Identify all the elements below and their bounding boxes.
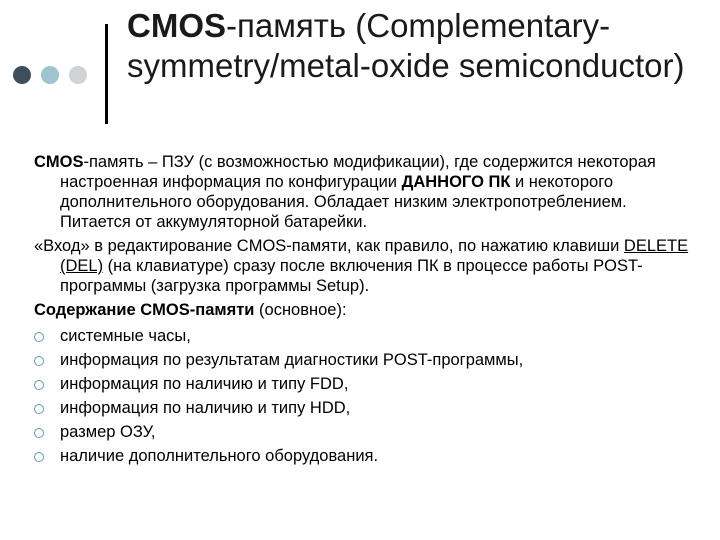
- dark-dot-icon: [13, 66, 31, 84]
- paragraph-entry: [34, 236, 698, 296]
- blue-dot-icon: [41, 66, 59, 84]
- paragraph-contents: [34, 300, 698, 320]
- title-bold: CMOS: [127, 7, 226, 44]
- list-item: [34, 372, 698, 396]
- gray-dot-icon: [69, 66, 87, 84]
- contents-list: [34, 324, 698, 468]
- bullet-circle-icon: [34, 452, 44, 462]
- definition-text-1: -память – ПЗУ (с возможностью модификации), где содержится некоторая настроенная информация по конфигурации: [60, 153, 656, 191]
- list-item-text: информация по результатам диагностики POST-программы,: [60, 351, 524, 369]
- title-divider: [105, 24, 108, 124]
- list-item: [34, 420, 698, 444]
- list-item-text: размер ОЗУ,: [60, 423, 156, 441]
- entry-text-2: (на клавиатуре) сразу после включения ПК в процессе работы POST-программы (загрузка программы Setup).: [60, 257, 643, 295]
- contents-heading: Содержание CMOS-памяти: [34, 301, 255, 319]
- bullet-circle-icon: [34, 380, 44, 390]
- list-item-text: наличие дополнительного оборудования.: [60, 447, 379, 465]
- list-item: [34, 396, 698, 420]
- decorative-dots: [10, 66, 100, 86]
- list-item: [34, 444, 698, 468]
- definition-emphasis: ДАННОГО ПК: [401, 173, 511, 191]
- definition-text-2: и некоторого дополнительного оборудования. Обладает низким электропотреблением. Питается от аккумуляторной батарейки.: [60, 173, 627, 231]
- title-rest: -память (Complementary-symmetry/metal-oxide semiconductor): [127, 7, 685, 84]
- bullet-circle-icon: [34, 332, 44, 342]
- delete-key-label: DELETE (DEL): [60, 237, 689, 275]
- bullet-circle-icon: [34, 404, 44, 414]
- list-item-text: информация по наличию и типу HDD,: [60, 399, 351, 417]
- slide-body: [34, 152, 698, 468]
- cmos-term: CMOS: [34, 153, 84, 171]
- list-item-text: информация по наличию и типу FDD,: [60, 375, 349, 393]
- bullet-circle-icon: [34, 356, 44, 366]
- contents-note: (основное):: [254, 301, 347, 319]
- list-item: [34, 324, 698, 348]
- list-item: [34, 348, 698, 372]
- paragraph-definition: [34, 152, 698, 232]
- slide-title: [127, 6, 712, 86]
- entry-text-1: «Вход» в редактирование CMOS-памяти, как правило, по нажатию клавиши: [34, 237, 624, 255]
- list-item-text: системные часы,: [60, 327, 191, 345]
- bullet-circle-icon: [34, 428, 44, 438]
